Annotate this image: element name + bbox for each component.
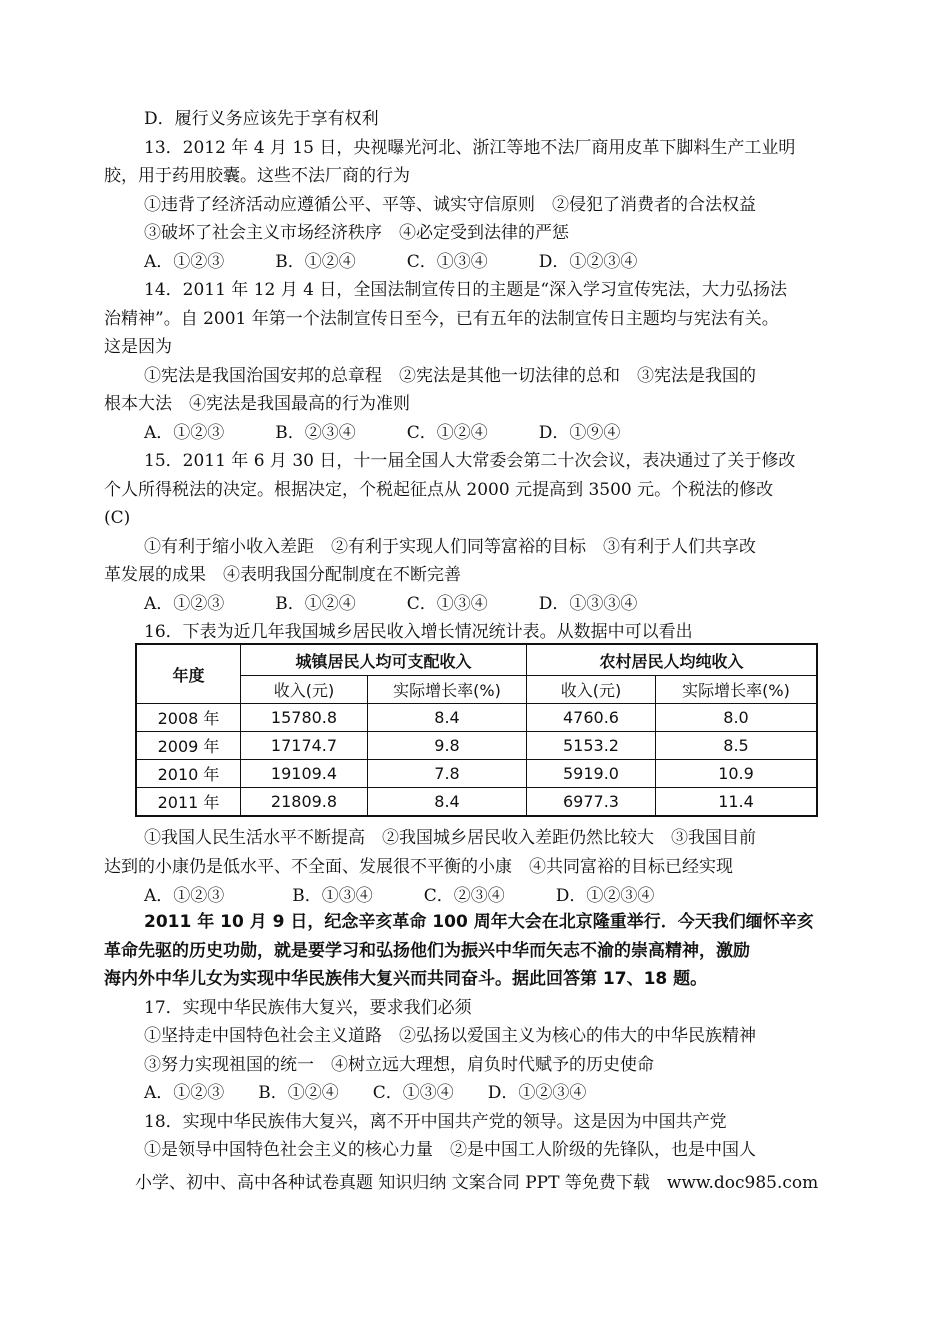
q14-stem-line2: 治精神”。自 2001 年第一个法制宣传日至今，已有五年的法制宣传日主题均与宪法有关。: [104, 309, 779, 329]
option-d-q12: D．履行义务应该先于享有权利: [144, 109, 379, 129]
urban-rate-cell: 8.4: [368, 704, 527, 732]
q14-stem-line3: 这是因为: [104, 337, 172, 357]
rural-income-cell: 4760.6: [527, 704, 656, 732]
urban-income-header: 收入(元): [241, 676, 368, 704]
q14-choices-line1: ①宪法是我国治国安邦的总章程 ②宪法是其他一切法律的总和 ③宪法是我国的: [144, 366, 756, 386]
material-passage-line3: 海内外中华儿女为实现中华民族伟大复兴而共同奋斗。据此回答第 17、18 题。: [104, 969, 708, 989]
year-cell: 2009 年: [136, 732, 241, 760]
q17-choices-line1: ①坚持走中国特色社会主义道路 ②弘扬以爱国主义为核心的伟大的中华民族精神: [144, 1026, 756, 1046]
year-cell: 2011 年: [136, 788, 241, 817]
q15-options: A．①②③ B．①②④ C．①③④ D．①③③④: [144, 594, 638, 614]
q16-choices-line2: 达到的小康仍是低水平、不全面、发展很不平衡的小康 ④共同富裕的目标已经实现: [104, 857, 733, 877]
q16-options: A．①②③ B．①③④ C．②③④ D．①②③④: [144, 886, 655, 906]
urban-income-cell: 21809.8: [241, 788, 368, 817]
rural-rate-cell: 8.5: [656, 732, 818, 760]
q13-stem-line2: 胶，用于药用胶囊。这些不法厂商的行为: [104, 166, 410, 186]
urban-income-cell: 15780.8: [241, 704, 368, 732]
year-cell: 2010 年: [136, 760, 241, 788]
urban-group-header: 城镇居民人均可支配收入: [241, 644, 527, 676]
urban-income-cell: 17174.7: [241, 732, 368, 760]
q16-stem: 16．下表为近几年我国城乡居民收入增长情况统计表。从数据中可以看出: [144, 622, 693, 642]
rural-income-cell: 6977.3: [527, 788, 656, 817]
income-growth-table: [135, 643, 818, 817]
q17-stem: 17．实现中华民族伟大复兴，要求我们必须: [144, 998, 472, 1018]
urban-rate-cell: 7.8: [368, 760, 527, 788]
q15-stem-line2: 个人所得税法的决定。根据决定，个税起征点从 2000 元提高到 3500 元。个税法的修改: [104, 480, 774, 500]
rural-income-header: 收入(元): [527, 676, 656, 704]
year-cell: 2008 年: [136, 704, 241, 732]
q17-options: A．①②③ B．①②④ C．①③④ D．①②③④: [144, 1083, 587, 1103]
rural-income-cell: 5919.0: [527, 760, 656, 788]
q16-choices-line1: ①我国人民生活水平不断提高 ②我国城乡居民收入差距仍然比较大 ③我国目前: [144, 828, 756, 848]
page-footer: 小学、初中、高中各种试卷真题 知识归纳 文案合同 PPT 等免费下载 www.doc985.com: [135, 1173, 819, 1193]
rural-income-cell: 5153.2: [527, 732, 656, 760]
q13-choices-line2: ③破坏了社会主义市场经济秩序 ④必定受到法律的严惩: [144, 223, 569, 243]
q18-choices-line1: ①是领导中国特色社会主义的核心力量 ②是中国工人阶级的先锋队，也是中国人: [144, 1140, 756, 1160]
table-row: [136, 704, 817, 732]
q13-choices-line1: ①违背了经济活动应遵循公平、平等、诚实守信原则 ②侵犯了消费者的合法权益: [144, 195, 756, 215]
urban-rate-cell: 9.8: [368, 732, 527, 760]
table-row: [136, 732, 817, 760]
urban-rate-header: 实际增长率(%): [368, 676, 527, 704]
rural-rate-header: 实际增长率(%): [656, 676, 818, 704]
material-passage-line1: 2011 年 10 月 9 日，纪念辛亥革命 100 周年大会在北京隆重举行．今天我们缅怀辛亥: [144, 912, 814, 932]
q13-stem-line1: 13．2012 年 4 月 15 日，央视曝光河北、浙江等地不法厂商用皮革下脚料生产工业明: [144, 138, 796, 158]
q15-stem-line3: (C): [104, 508, 131, 528]
urban-rate-cell: 8.4: [368, 788, 527, 817]
year-header: 年度: [136, 644, 241, 704]
table-row: [136, 760, 817, 788]
rural-group-header: 农村居民人均纯收入: [527, 644, 818, 676]
q13-options: A．①②③ B．①②④ C．①③④ D．①②③④: [144, 252, 638, 272]
table-header-row: [136, 644, 817, 676]
q18-stem: 18．实现中华民族伟大复兴，离不开中国共产党的领导。这是因为中国共产党: [144, 1112, 727, 1132]
q14-choices-line2: 根本大法 ④宪法是我国最高的行为准则: [104, 394, 410, 414]
table-row: [136, 788, 817, 817]
rural-rate-cell: 10.9: [656, 760, 818, 788]
q15-choices-line1: ①有利于缩小收入差距 ②有利于实现人们同等富裕的目标 ③有利于人们共享改: [144, 537, 756, 557]
q15-stem-line1: 15．2011 年 6 月 30 日，十一届全国人大常委会第二十次会议，表决通过了关于修改: [144, 451, 796, 471]
urban-income-cell: 19109.4: [241, 760, 368, 788]
q14-options: A．①②③ B．②③④ C．①②④ D．①⑨④: [144, 423, 621, 443]
rural-rate-cell: 11.4: [656, 788, 818, 817]
q17-choices-line2: ③努力实现祖国的统一 ④树立远大理想，肩负时代赋予的历史使命: [144, 1055, 654, 1075]
material-passage-line2: 革命先驱的历史功勋，就是要学习和弘扬他们为振兴中华而矢志不渝的崇高精神，激励: [104, 941, 750, 961]
q14-stem-line1: 14．2011 年 12 月 4 日，全国法制宣传日的主题是“深入学习宣传宪法，大力弘扬法: [144, 280, 788, 300]
q15-choices-line2: 革发展的成果 ④表明我国分配制度在不断完善: [104, 565, 461, 585]
rural-rate-cell: 8.0: [656, 704, 818, 732]
